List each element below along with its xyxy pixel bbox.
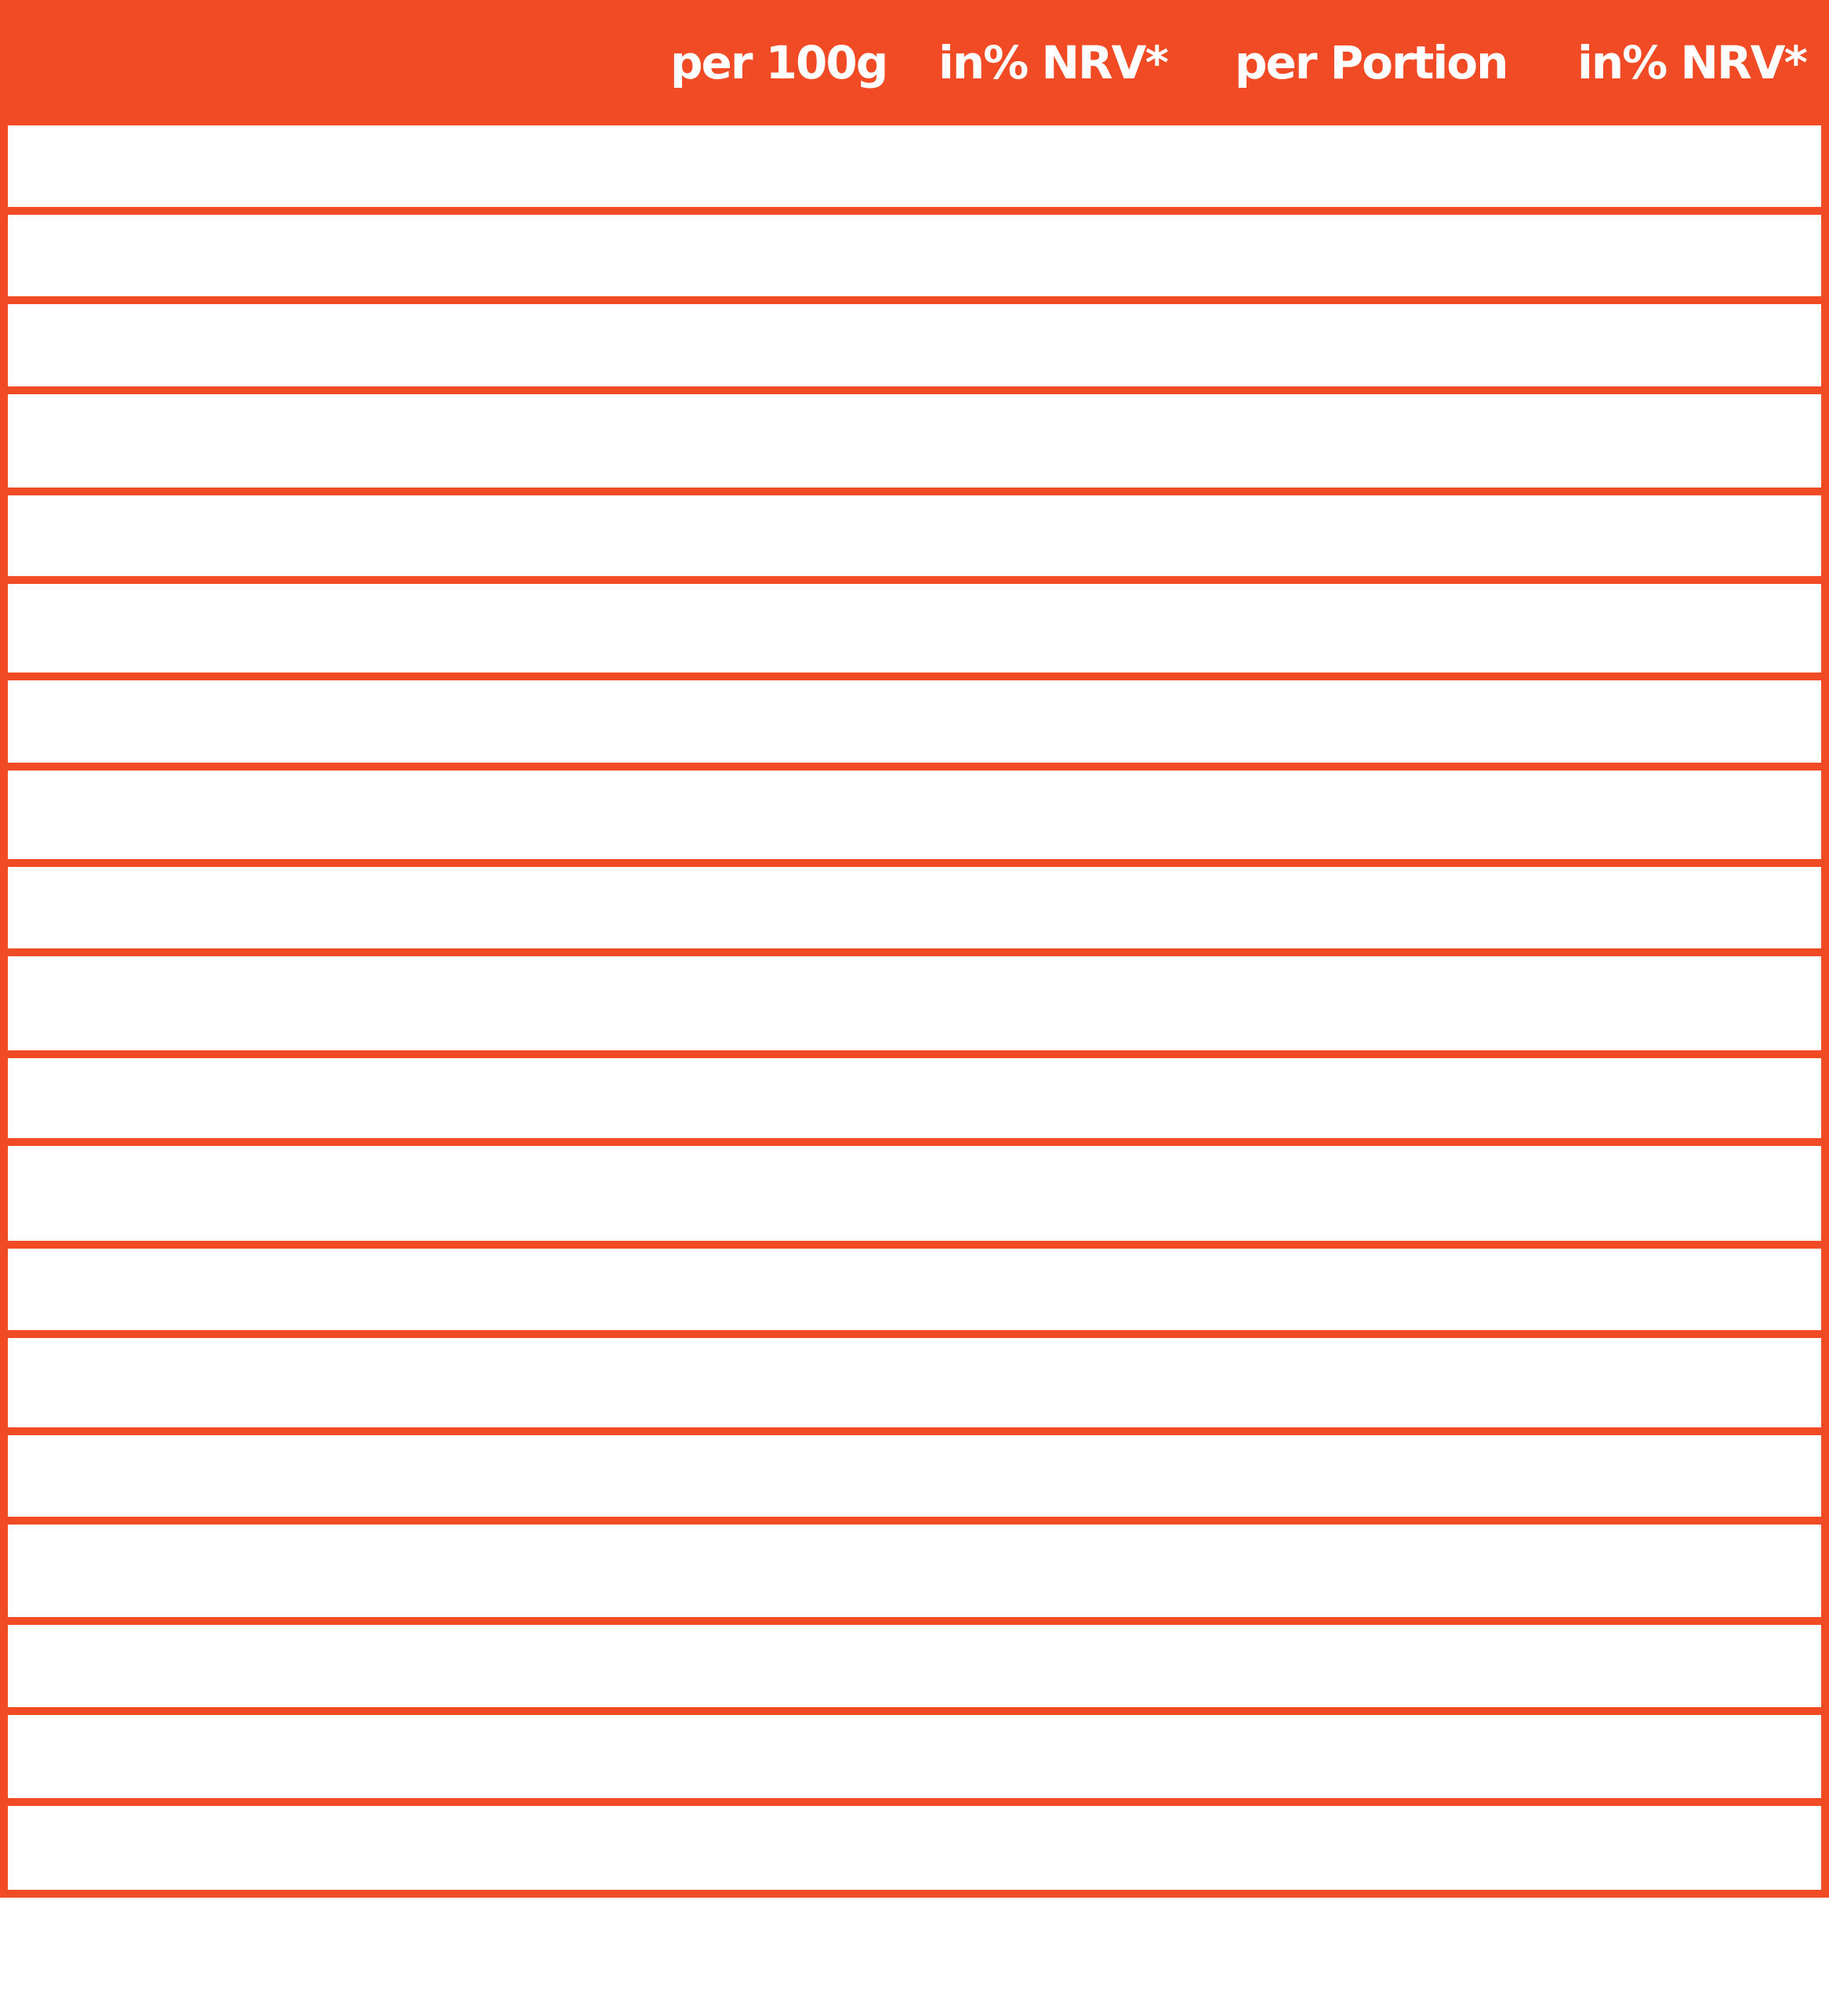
row-divider xyxy=(0,296,1829,304)
row-divider xyxy=(0,1330,1829,1338)
row-divider xyxy=(0,1241,1829,1249)
row-divider xyxy=(0,763,1829,771)
header-per-100g: per 100g xyxy=(670,36,887,89)
row-divider xyxy=(0,488,1829,495)
row-divider xyxy=(0,1427,1829,1435)
row-divider xyxy=(0,1617,1829,1625)
row-divider xyxy=(0,1138,1829,1146)
row-divider xyxy=(0,1798,1829,1806)
row-divider xyxy=(0,1050,1829,1058)
table-header xyxy=(0,0,1829,125)
row-divider xyxy=(0,386,1829,394)
row-divider xyxy=(0,859,1829,867)
header-nrv-per-portion: in% NRV* xyxy=(1577,36,1806,89)
row-divider xyxy=(0,673,1829,680)
row-divider xyxy=(0,948,1829,956)
row-divider xyxy=(0,1707,1829,1715)
header-nrv-per-100g: in% NRV* xyxy=(938,36,1167,89)
header-per-portion: per Portion xyxy=(1235,36,1508,89)
row-divider xyxy=(0,1517,1829,1525)
row-divider xyxy=(0,576,1829,584)
row-divider xyxy=(0,207,1829,215)
